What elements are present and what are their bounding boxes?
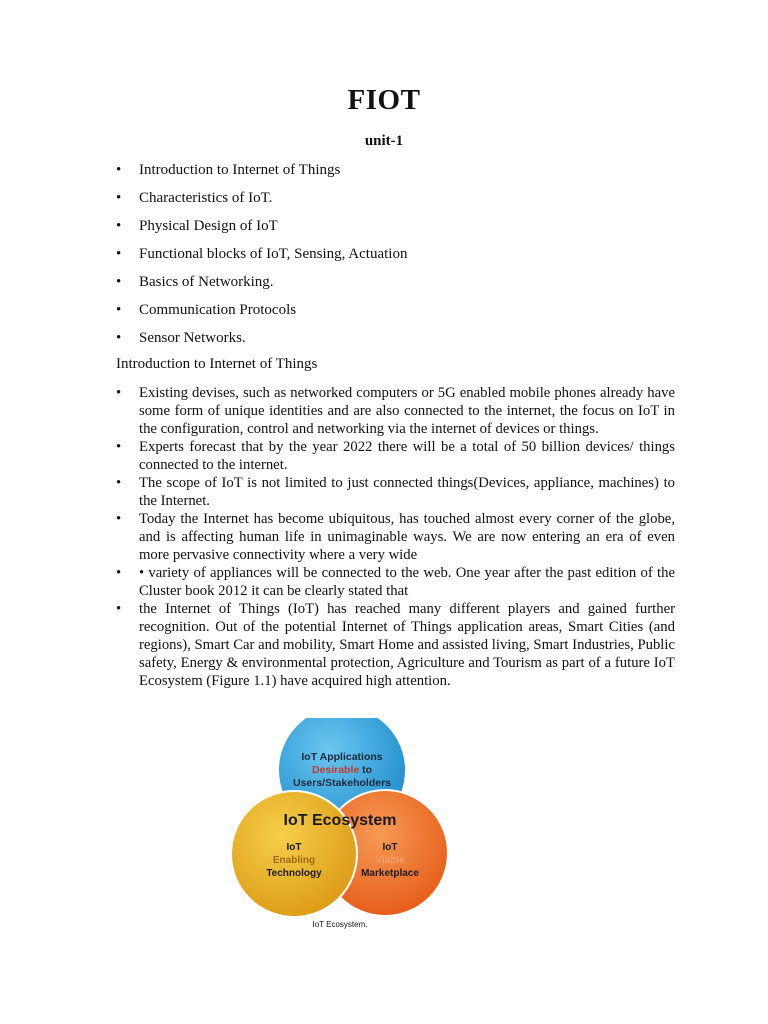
paragraph-item xyxy=(116,438,675,474)
paragraph-text: Existing devises, such as networked computers or 5G enabled mobile phones already have some form of unique identities and are also connected to the internet, the focus on IoT in the configuration, control and networking via the internet of devices or things. xyxy=(139,385,675,437)
left-circle-line3: Technology xyxy=(266,868,322,879)
right-circle-line1: IoT xyxy=(382,842,398,853)
bullet-icon: • xyxy=(116,190,122,206)
topic-item xyxy=(116,160,407,188)
document-title: FIOT xyxy=(347,84,421,116)
paragraph-item xyxy=(116,510,675,564)
paragraph-text: the Internet of Things (IoT) has reached many different players and gained further recognition. Out of the potential Internet of Things application areas, Smart Cities (and regions), Smart Car and mobility, Smart Home and assisted living, Smart Industries, Public safety, Energy & environmental protection, Agriculture and Tourism as part of a future IoT Ecosystem (Figure 1.1) have acquired high attention. xyxy=(139,601,675,689)
paragraph-item xyxy=(116,474,675,510)
topic-text: Introduction to Internet of Things xyxy=(139,162,341,178)
bullet-icon: • xyxy=(116,246,122,262)
paragraph-text: Experts forecast that by the year 2022 there will be a total of 50 billion devices/ things connected to the internet. xyxy=(139,439,675,473)
bullet-icon: • xyxy=(116,475,122,491)
topic-list xyxy=(116,160,407,356)
topic-text: Basics of Networking. xyxy=(139,274,274,290)
bullet-icon: • xyxy=(116,601,122,617)
venn-diagram xyxy=(228,718,452,916)
section-heading: Introduction to Internet of Things xyxy=(116,356,318,372)
topic-text: Physical Design of IoT xyxy=(139,218,278,234)
paragraph-list xyxy=(116,384,675,690)
paragraph-text: Today the Internet has become ubiquitous, has touched almost every corner of the globe, and is affecting human life in unimaginable ways. We are now entering an era of even more pervasive connectivity where a very wide xyxy=(139,511,675,563)
bullet-icon: • xyxy=(116,302,122,318)
bullet-icon: • xyxy=(116,565,122,581)
bullet-icon: • xyxy=(116,274,122,290)
left-circle-highlight: Enabling xyxy=(272,855,316,866)
figure-caption: IoT Ecosystem. xyxy=(312,920,368,929)
paragraph-item xyxy=(116,384,675,438)
topic-text: Characteristics of IoT. xyxy=(139,190,273,206)
iot-ecosystem-figure xyxy=(228,718,452,916)
paragraph-item xyxy=(116,564,675,600)
document-subtitle: unit-1 xyxy=(364,133,404,149)
paragraph-item xyxy=(116,600,675,690)
topic-item xyxy=(116,272,407,300)
top-circle-line2 xyxy=(312,764,372,776)
topic-item xyxy=(116,188,407,216)
right-circle-line3: Marketplace xyxy=(361,868,419,879)
topic-text: Communication Protocols xyxy=(139,302,297,318)
topic-item xyxy=(116,216,407,244)
bullet-icon: • xyxy=(116,330,122,346)
bullet-icon: • xyxy=(116,439,122,455)
topic-item xyxy=(116,300,407,328)
paragraph-text: • variety of appliances will be connected to the web. One year after the past edition of the Cluster book 2012 it can be clearly stated that xyxy=(139,565,675,599)
topic-item xyxy=(116,328,407,356)
left-circle xyxy=(231,791,357,916)
bullet-icon: • xyxy=(116,162,122,178)
left-circle-line1: IoT xyxy=(286,842,302,853)
bullet-icon: • xyxy=(116,218,122,234)
topic-text: Functional blocks of IoT, Sensing, Actuation xyxy=(139,246,408,262)
paragraph-text: The scope of IoT is not limited to just connected things(Devices, appliance, machines) to the Internet. xyxy=(139,475,675,509)
center-label: IoT Ecosystem xyxy=(283,812,397,829)
bullet-icon: • xyxy=(116,385,122,401)
top-circle-line1: IoT Applications xyxy=(301,751,383,763)
topic-item xyxy=(116,244,407,272)
bullet-icon: • xyxy=(116,511,122,527)
top-circle-line3: Users/Stakeholders xyxy=(292,777,392,789)
right-circle-highlight: Viable xyxy=(375,855,405,866)
topic-text: Sensor Networks. xyxy=(139,330,246,346)
top-circle-highlight: Desirable xyxy=(311,764,360,776)
top-circle-after: to xyxy=(359,764,373,776)
